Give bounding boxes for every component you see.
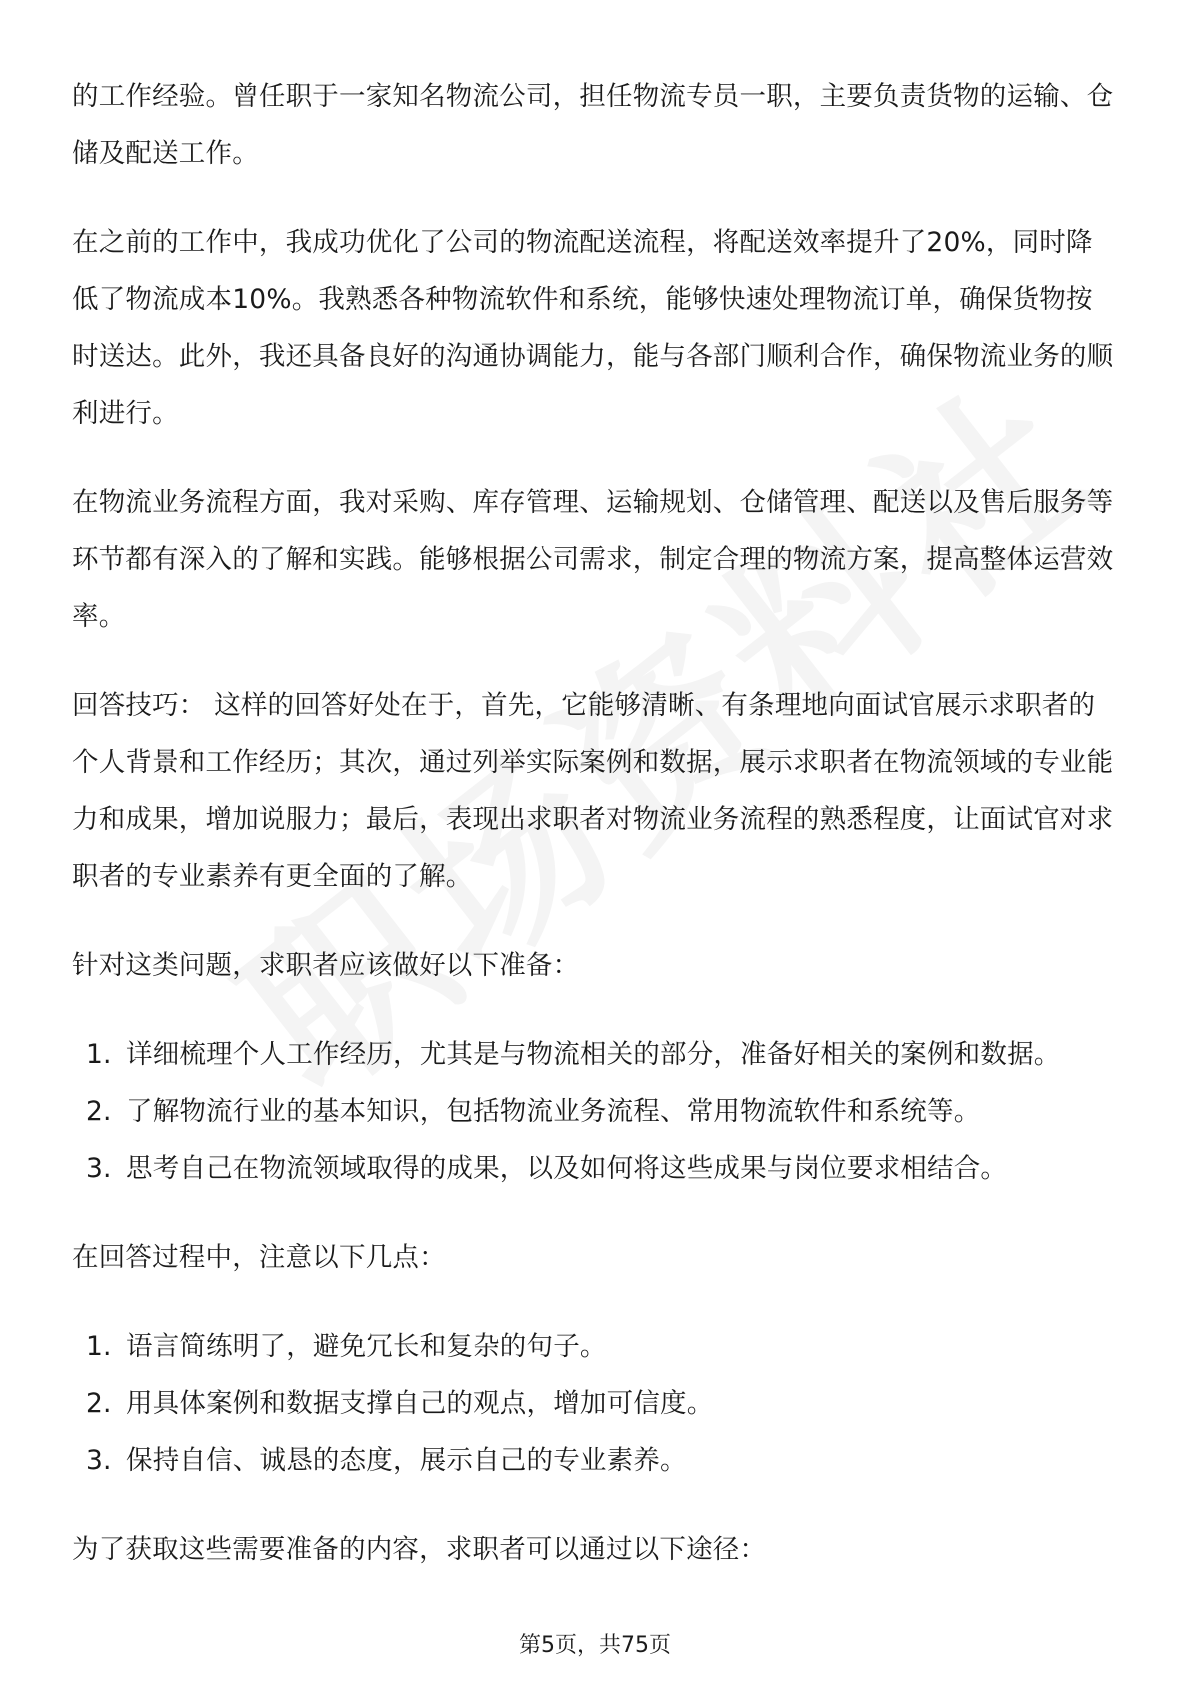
preparation-list: [72, 1026, 1118, 1197]
list-item-number: 1.: [86, 1039, 112, 1070]
list-item: [72, 1026, 1118, 1083]
notes-list: [72, 1318, 1118, 1489]
paragraph-work-experience: 的工作经验。曾任职于一家知名物流公司，担任物流专员一职，主要负责货物的运输、仓储及配送工作。: [72, 81, 1114, 169]
list-item: [72, 1432, 1118, 1489]
list-item-number: 2.: [86, 1096, 112, 1127]
list-item-text: 思考自己在物流领域取得的成果，以及如何将这些成果与岗位要求相结合。: [126, 1153, 1008, 1184]
list-item-number: 2.: [86, 1388, 112, 1419]
paragraph-preparation-intro: 针对这类问题，求职者应该做好以下准备：: [72, 950, 580, 981]
paragraph-sources-intro: 为了获取这些需要准备的内容，求职者可以通过以下途径：: [72, 1534, 767, 1565]
paragraph-logistics-process: 在物流业务流程方面，我对采购、库存管理、运输规划、仓储管理、配送以及售后服务等环节都有深入的了解和实践。能够根据公司需求，制定合理的物流方案，提高整体运营效率。: [72, 487, 1114, 632]
list-item-number: 3.: [86, 1153, 112, 1184]
list-item: [72, 1140, 1118, 1197]
paragraph-answer-tips: 回答技巧： 这样的回答好处在于，首先，它能够清晰、有条理地向面试官展示求职者的个人背景和工作经历；其次，通过列举实际案例和数据，展示求职者在物流领域的专业能力和成果，增加说服力；最后，表现出求职者对物流业务流程的熟悉程度，让面试官对求职者的专业素养有更全面的了解。: [72, 690, 1114, 892]
list-item-text: 了解物流行业的基本知识，包括物流业务流程、常用物流软件和系统等。: [126, 1096, 981, 1127]
page-number-footer: 第5页，共75页: [519, 1633, 671, 1658]
list-item-number: 1.: [86, 1331, 112, 1362]
paragraph-achievements: 在之前的工作中，我成功优化了公司的物流配送流程，将配送效率提升了20%，同时降低了物流成本10%。我熟悉各种物流软件和系统，能够快速处理物流订单，确保货物按时送达。此外，我还具备良好的沟通协调能力，能与各部门顺利合作，确保物流业务的顺利进行。: [72, 227, 1114, 429]
list-item: [72, 1375, 1118, 1432]
paragraph-notes-intro: 在回答过程中，注意以下几点：: [72, 1242, 446, 1273]
document-body: [72, 68, 1118, 1610]
list-item-text: 保持自信、诚恳的态度，展示自己的专业素养。: [126, 1445, 687, 1476]
list-item-text: 语言简练明了，避免冗长和复杂的句子。: [126, 1331, 607, 1362]
list-item: [72, 1083, 1118, 1140]
list-item-number: 3.: [86, 1445, 112, 1476]
list-item-text: 详细梳理个人工作经历，尤其是与物流相关的部分，准备好相关的案例和数据。: [126, 1039, 1061, 1070]
list-item-text: 用具体案例和数据支撑自己的观点，增加可信度。: [126, 1388, 714, 1419]
list-item: [72, 1318, 1118, 1375]
